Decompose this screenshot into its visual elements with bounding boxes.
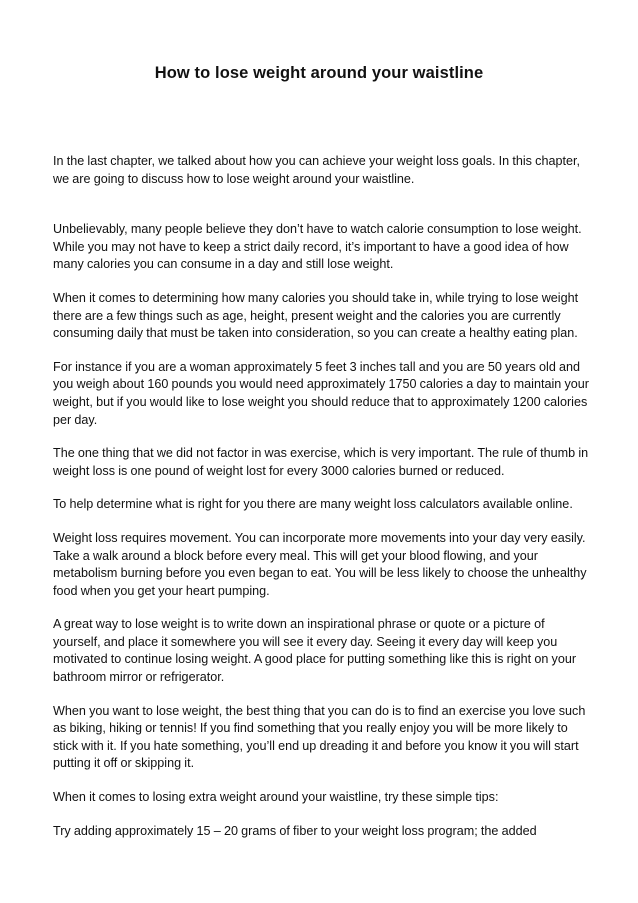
paragraph-movement: Weight loss requires movement. You can incorporate more movements into your day very easily. Take a walk around a block before every meal. This will get your blood flowing, and your metabolism burning before you even began to eat. You will be less likely to choose the unhealthy food when you get your heart pumping. [53, 530, 587, 598]
paragraph-intro: In the last chapter, we talked about how you can achieve your weight loss goals. In this chapter, we are going to discuss how to lose weight around your waistline. [53, 154, 580, 186]
paragraph-fiber-tip: Try adding approximately 15 – 20 grams of fiber to your weight loss program; the added [53, 823, 537, 838]
paragraph-calorie-consumption: Unbelievably, many people believe they don’t have to watch calorie consumption to lose weight. While you may not have to keep a strict daily record, it’s important to have a good idea of how many calories you can consume in a day and still lose weight. [53, 222, 582, 272]
paragraph-example: For instance if you are a woman approximately 5 feet 3 inches tall and you are 50 years old and you weigh about 160 pounds you would need approximately 1750 calories a day to maintain your weight, but if you would like to lose weight you should reduce that to approximately 1200 calories per day. [53, 359, 589, 427]
paragraph-exercise-love: When you want to lose weight, the best thing that you can do is to find an exercise you love such as biking, hiking or tennis! If you find something that you really enjoy you will be more likely to stick with it. If you hate something, you’ll end up dreading it and before you know it you will start putting it off or skipping it. [53, 703, 586, 771]
paragraph-calculators: To help determine what is right for you there are many weight loss calculators available online. [53, 497, 573, 512]
paragraph-determining-calories: When it comes to determining how many calories you should take in, while trying to lose weight there are a few things such as age, height, present weight and the calories you are currently consuming daily that must be taken into consideration, so you can create a healthy eating plan. [53, 290, 579, 341]
document-title: How to lose weight around your waistline [154, 64, 484, 82]
document-body [53, 153, 593, 840]
paragraph-exercise: The one thing that we did not factor in was exercise, which is very important. The rule of thumb in weight loss is one pound of weight lost for every 3000 calories burned or reduced. [53, 446, 589, 478]
paragraph-inspiration: A great way to lose weight is to write down an inspirational phrase or quote or a picture of yourself, and place it somewhere you will see it every day. Seeing it every day will keep you motivated to continue losing weight. A good place for putting something like this is right on your bathroom mirror or refrigerator. [53, 617, 577, 685]
paragraph-tips-intro: When it comes to losing extra weight around your waistline, try these simple tips: [53, 790, 499, 805]
